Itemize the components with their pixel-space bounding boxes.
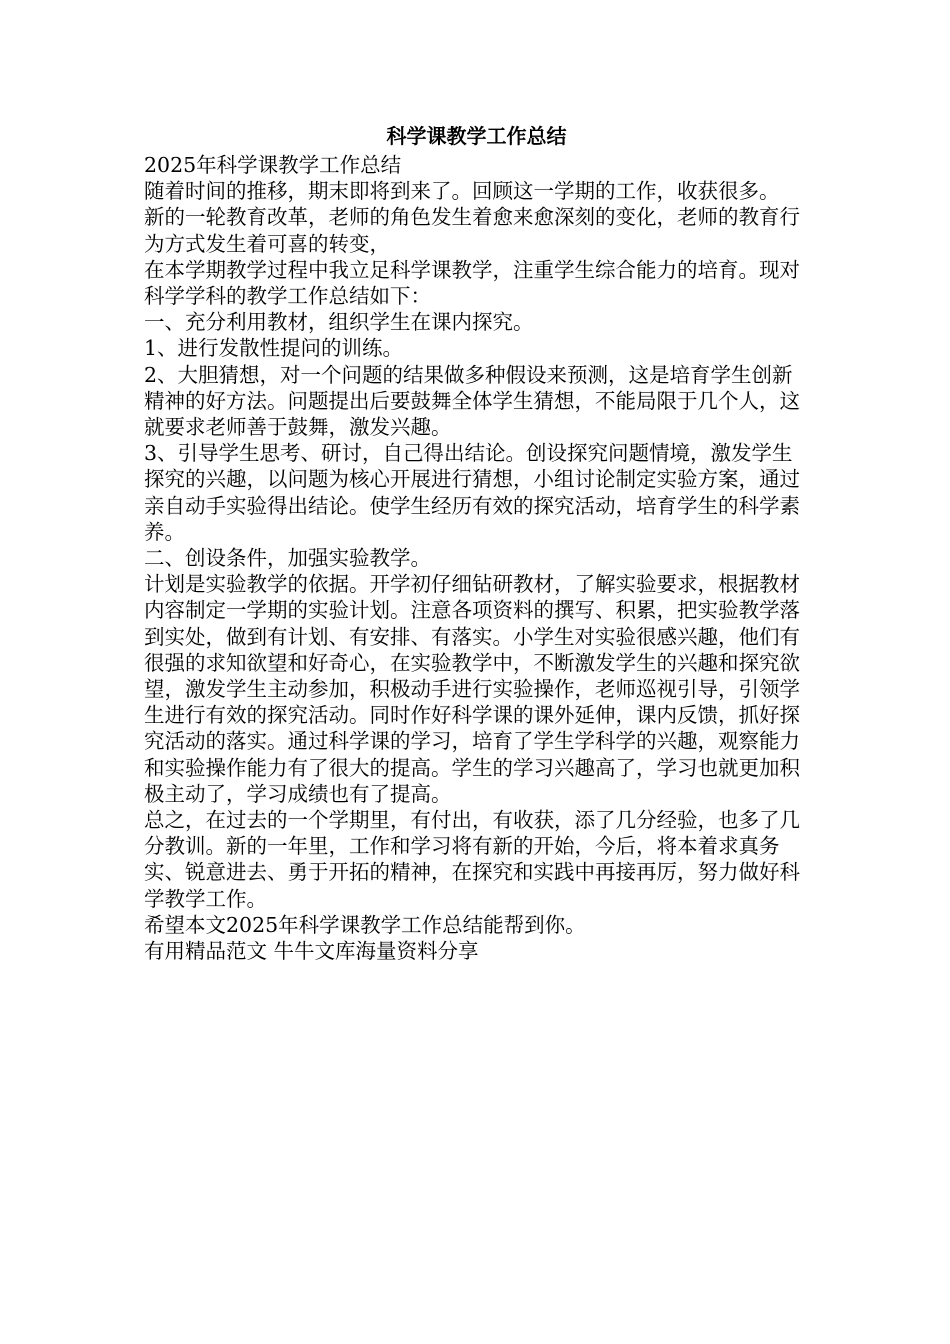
list-item-3: 3、引导学生思考、研讨，自己得出结论。创设探究问题情境，激发学生探究的兴趣，以问题为核心开展进行猜想，小组讨论制定实验方案，通过亲自动手实验得出结论。使学生经历有效的探究活动，培育学生的科学素养。 (144, 441, 800, 544)
section-heading-one: 一、充分利用教材，组织学生在课内探究。 (144, 310, 534, 335)
paragraph-footer: 有用精品范文 牛牛文库海量资料分享 (144, 939, 479, 964)
paragraph-conclusion: 总之，在过去的一个学期里，有付出，有收获，添了几分经验，也多了几分教训。新的一年里，工作和学习将有新的开始，今后，将本着求真务实、锐意进去、勇于开拓的精神，在探究和实践中再接再厉，努力做好科学教学工作。 (144, 808, 800, 911)
list-item-1: 1、进行发散性提问的训练。 (144, 336, 404, 361)
paragraph-reform: 新的一轮教育改革，老师的角色发生着愈来愈深刻的变化，老师的教育行为方式发生着可喜的转变， (144, 205, 800, 256)
document-title: 科学课教学工作总结 (386, 124, 567, 148)
paragraph-experiment: 计划是实验教学的依据。开学初仔细钻研教材，了解实验要求，根据教材内容制定一学期的实验计划。注意各项资料的撰写、积累，把实验教学落到实处，做到有计划、有安排、有落实。小学生对实验很感兴趣，他们有很强的求知欲望和好奇心，在实验教学中，不断激发学生的兴趣和探究欲望，激发学生主动参加，积极动手进行实验操作，老师巡视引导，引领学生进行有效的探究活动。同时作好科学课的课外延伸，课内反馈，抓好探究活动的落实。通过科学课的学习，培育了学生学科学的兴趣，观察能力和实验操作能力有了很大的提高。学生的学习兴趣高了，学习也就更加积极主动了，学习成绩也有了提高。 (144, 572, 800, 806)
section-heading-two: 二、创设条件，加强实验教学。 (144, 546, 431, 571)
paragraph-closing: 希望本文2025年科学课教学工作总结能帮到你。 (144, 912, 586, 937)
paragraph-semester: 在本学期教学过程中我立足科学课教学，注重学生综合能力的培育。现对科学学科的教学工作总结如下： (144, 257, 800, 309)
list-item-2: 2、大胆猜想，对一个问题的结果做多种假设来预测，这是培育学生创新精神的好方法。问题提出后要鼓舞全体学生猜想，不能局限于几个人，这就要求老师善于鼓舞，激发兴趣。 (144, 362, 800, 440)
paragraph-subtitle: 2025年科学课教学工作总结 (144, 153, 402, 177)
document-body (144, 122, 809, 964)
paragraph-intro: 随着时间的推移，期末即将到来了。回顾这一学期的工作，收获很多。 (144, 179, 780, 204)
